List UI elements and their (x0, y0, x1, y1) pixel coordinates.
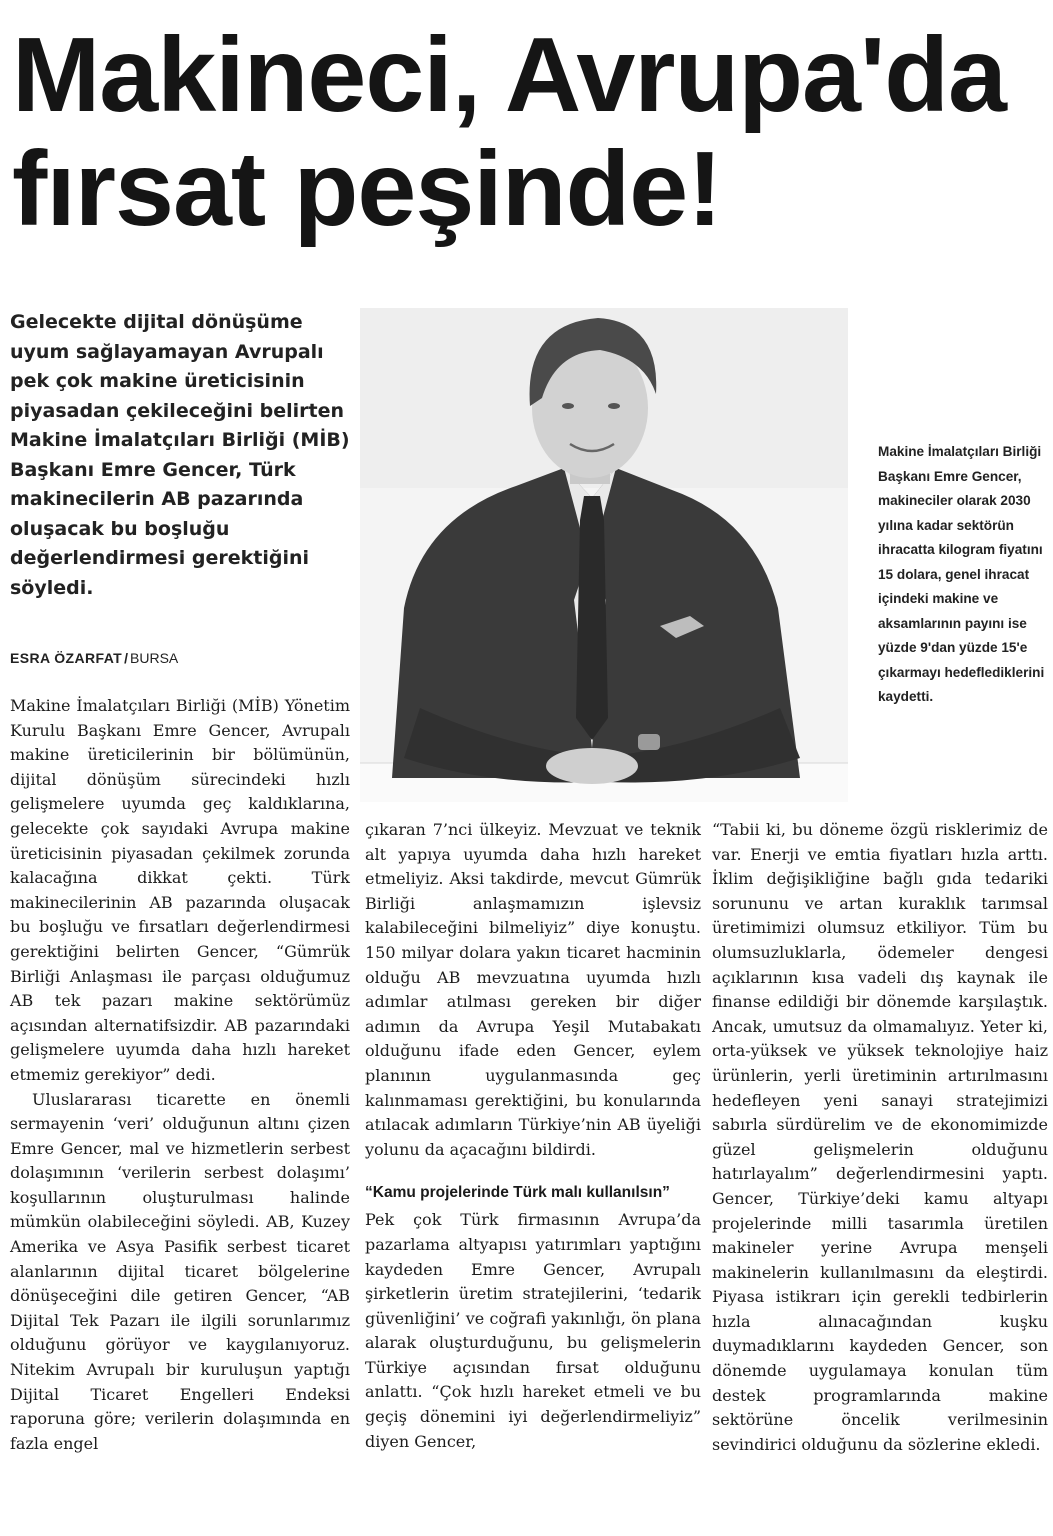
byline-author: ESRA ÖZARFAT (10, 650, 123, 666)
subheading: “Kamu projelerinde Türk malı kullanılsın” (365, 1184, 670, 1202)
caption-text: Makine İmalatçıları Birliği Başkanı Emre Gencer, makineciler olarak 2030 yılına kadar sektörün ihracatta kilogram fiyatını 15 dolara, genel ihracat içindeki makine ve aksamlarının payını ise yüzde 9'dan yüzde 15'e çıkarmayı hedeflediklerini kaydetti. (878, 444, 1045, 704)
photo-caption (878, 440, 1048, 710)
portrait-photo (360, 308, 848, 802)
paragraph: “Tabii ki, bu döneme özgü risklerimiz de var. Enerji ve emtia fiyatları hızla arttı. İklim değişikliğine bağlı gıda tedariki sorununu ve artan kuraklık tarımsal üretimimizi olumsuz etkiliyor. Tüm bu olumsuzluklarla, ödemeler dengesi açıklarının kısa vadeli dış kaynak ile finanse edildiği bir dönemde karşılaştık. Ancak, umutsuz da olmamalıyız. Yeter ki, orta-yüksek ve yüksek teknolojiye haiz ürünlerin, yerli üretiminin artırılmasını hedefleyen yeni sanayi stratejimizi sabırla sürdürelim ve de ekonomimizde güzel gelişmelerin olduğunu hatırlayalım” değerlendirmesini yaptı. Gencer, Türkiye’deki kamu altyapı projelerinde milli tasarımla üretilen makineler yerine Avrupa menşeli makinelerin kullanılmasını da eleştirdi. Piyasa istikrarı için gerekli tedbirlerin hızla alınacağından kuşku duymadıklarını kaydeden Gencer, son dönemde uygulamaya konulan tüm destek programlarında makine sektörüne öncelik verilmesinin sevindirici olduğunu da sözlerine ekledi. (712, 820, 1048, 1454)
article-column-1 (10, 694, 350, 1456)
paragraph: Pek çok Türk firmasının Avrupa’da pazarlama altyapısı yatırımları yaptığını kaydeden Emre Gencer, Avrupalı şirketlerin üretim stratejilerini, ‘tedarik güvenliğini’ ve coğrafi yakınlığı, ön plana alarak oluşturduğunu, bu gelişmelerin Türkiye açısından fırsat olduğunu anlattı. “Çok hızlı hareket etmeli ve bu geçiş dönemini iyi değerlendirmeliyiz” diyen Gencer, (365, 1210, 701, 1451)
lede-intro (10, 308, 355, 603)
paragraph: çıkaran 7’nci ülkeyiz. Mevzuat ve teknik alt yapıya uyumda daha hızlı hareket etmeliyiz. Aksi takdirde, mevcut Gümrük Birliği anlaşmamızın işlevsiz kalabileceğini bilmeliyiz” diye konuştu. 150 milyar dolara yakın ticaret hacminin olduğu AB mevzuatına uyumda hızlı adımlar atılması gereken bir diğer adımın da Avrupa Yeşil Mutabakatı olduğunu ifade eden Gencer, eylem planının uygulanmasında geç kalınmaması gerektiğini, bu konularında atılacak adımların Türkiye’nin AB üyeliği yolunu da açacağını bildirdi. (365, 820, 701, 1159)
byline-location: BURSA (130, 650, 179, 666)
paragraph: Makine İmalatçıları Birliği (MİB) Yönetim Kurulu Başkanı Emre Gencer, Avrupalı makine üreticilerinin bir bölümünün, dijital dönüşüm sürecindeki hızlı gelişmelere uyumda geç kaldıklarına, gelecekte çok sayıdaki Avrupa makine üreticisinin piyasadan çekilmek zorunda kalacağına dikkat çekti. Türk makinecilerinin AB pazarında oluşacak bu boşluğu ve fırsatları değerlendirmesi gerektiğini belirten Gencer, “Gümrük Birliği Anlaşması ile parçası olduğumuz AB tek pazarı makine sektörümüz açısından alternatifsizdir. AB pazarındaki gelişmelere uyumda daha hızlı hareket etmemiz gerekiyor” dedi. (10, 696, 350, 1084)
article-column-3 (712, 818, 1048, 1457)
byline-separator: / (124, 650, 129, 666)
headline-line-2: fırsat peşinde! (12, 130, 722, 248)
byline (10, 650, 178, 666)
headline (12, 18, 1047, 246)
lede-text: Gelecekte dijital dönüşüme uyum sağlayamayan Avrupalı pek çok makine üreticisinin piyasadan çekileceğini belirten Makine İmalatçıları Birliği (MİB) Başkanı Emre Gencer, Türk makinecilerin AB pazarında oluşacak bu boşluğu değerlendirmesi gerektiğini söyledi. (10, 311, 350, 599)
article-column-2 (365, 818, 701, 1454)
paragraph: Uluslararası ticarette en önemli sermayenin ‘veri’ olduğunun altını çizen Emre Gencer, mal ve hizmetlerin serbest dolaşımının ‘verilerin serbest dolaşımı’ koşullarının oluşturulması halinde mümkün olabileceğini söyledi. AB, Kuzey Amerika ve Asya Pasifik serbest ticaret alanlarının dijital ticaret bölgelerine dönüşeceğini dile getiren Gencer, “AB Dijital Tek Pazarı ile ilgili sorunlarımız olduğunu görüyor ve kaygılanıyoruz. Nitekim Avrupalı bir kuruluşun yaptığı Dijital Ticaret Engelleri Endeksi raporuna göre; verilerin dolaşımında en fazla engel (10, 1089, 350, 1453)
portrait-illustration (360, 308, 848, 802)
headline-line-1: Makineci, Avrupa'da (12, 16, 1006, 134)
